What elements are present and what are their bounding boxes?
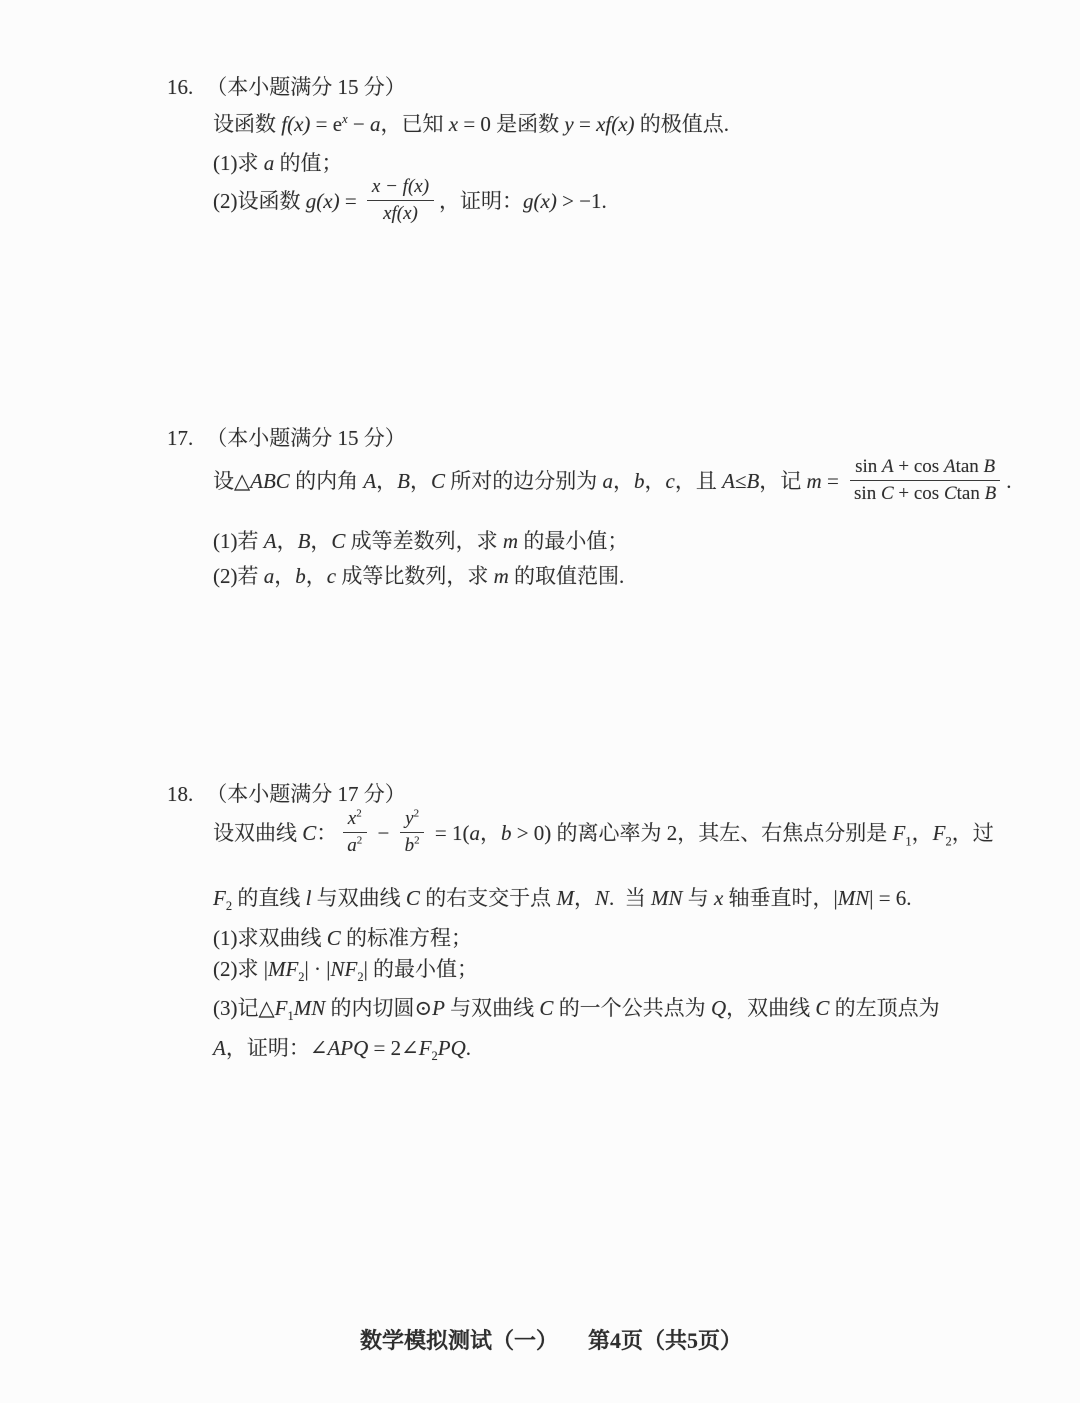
text-run: ，记 — [759, 469, 807, 494]
text-run: g(x) — [305, 189, 340, 214]
text-run: + cos — [893, 483, 944, 505]
fraction — [342, 807, 367, 858]
text-run: ， — [274, 564, 296, 589]
superscript: 2 — [414, 834, 420, 847]
text-run: B — [297, 529, 311, 554]
text-run: 设双曲线 — [213, 821, 303, 846]
text-run: = 2∠ — [368, 1036, 419, 1061]
text-run: 若 — [237, 529, 264, 554]
fraction-denominator — [400, 833, 425, 858]
text-run: m — [806, 469, 822, 494]
text-run: . — [1006, 469, 1012, 494]
text-run: + cos — [893, 456, 944, 478]
text-run: | — [326, 957, 331, 982]
text-run: ， — [276, 529, 298, 554]
text-run: 的右支交于点 — [419, 886, 557, 911]
text-run: ≤ — [734, 469, 747, 494]
fraction — [849, 455, 1001, 506]
text-run: ， — [911, 821, 933, 846]
text-run: 的内角 — [289, 469, 364, 494]
page-footer — [0, 1296, 1080, 1385]
footer-page-indicator: 第4页（共5页） — [588, 1327, 743, 1353]
text-run: 的离心率为 2，其左、右焦点分别是 — [551, 821, 893, 846]
fraction-numerator — [850, 455, 1000, 481]
text-run: 的最小值； — [367, 957, 479, 982]
text-run: ，过 — [951, 821, 994, 846]
text-run: C — [302, 821, 317, 846]
text-run: 的取值范围. — [508, 564, 625, 589]
text-run: ， — [644, 469, 666, 494]
text-run: F — [213, 886, 226, 911]
text-run: 与 — [682, 886, 714, 911]
text-run: F — [274, 996, 288, 1021]
text-run: 记 — [237, 996, 259, 1021]
text-run: A — [213, 1036, 226, 1061]
text-run: = — [573, 112, 597, 137]
text-run: x — [713, 886, 724, 911]
text-run: m — [502, 529, 519, 554]
text-run: P — [432, 996, 445, 1021]
text-run: 成等比数列，求 — [336, 564, 494, 589]
superscript: 2 — [356, 834, 363, 847]
text-run: 的内切圆⊙ — [325, 996, 433, 1021]
text-run: a — [347, 835, 357, 857]
text-run: = — [821, 469, 845, 494]
item-label: (1) — [213, 151, 238, 176]
text-run: ，双曲线 — [726, 996, 816, 1021]
subscript: 1 — [905, 834, 912, 849]
q18-title: （本小题满分 17 分） — [206, 782, 406, 807]
text-run: B — [746, 469, 760, 494]
item-label: (1) — [213, 529, 238, 554]
text-run: A — [882, 456, 894, 478]
text-run: F — [932, 821, 946, 846]
text-run: > 0) — [511, 821, 552, 846]
text-run: MN — [293, 996, 326, 1021]
text-run: ， — [479, 821, 501, 846]
text-run: ， — [409, 469, 431, 494]
text-run: 的一个公共点为 — [553, 996, 711, 1021]
text-run: 求双曲线 — [237, 926, 327, 951]
text-run: x — [347, 808, 357, 830]
q17-item-2 — [192, 534, 624, 619]
text-run: ，已知 — [380, 112, 449, 137]
text-run: = e — [310, 112, 343, 137]
text-run: A — [722, 469, 735, 494]
text-run: a — [369, 112, 381, 137]
text-run: = 1( — [429, 821, 470, 846]
text-run: PQ — [437, 1036, 466, 1061]
text-run: ， — [376, 469, 398, 494]
text-run: 所对的边分别为 — [445, 469, 603, 494]
item-label: (3) — [213, 996, 238, 1021]
triangle-symbol: △ — [258, 996, 275, 1021]
superscript: 2 — [413, 808, 420, 821]
superscript: 2 — [356, 808, 362, 821]
text-run: 若 — [237, 564, 264, 589]
text-run: ， — [613, 469, 634, 494]
text-run: 的最小值； — [518, 529, 629, 554]
text-run: C — [326, 926, 341, 951]
text-run: F — [892, 821, 906, 846]
q16-title: （本小题满分 15 分） — [206, 75, 406, 100]
text-run: Q — [710, 996, 727, 1021]
q16-number: 16. — [167, 75, 194, 100]
fraction-numerator: x − f(x) — [367, 175, 434, 201]
fraction-numerator — [400, 807, 424, 833]
text-run: ABC — [250, 469, 290, 494]
text-run: 设函数 — [237, 189, 306, 214]
text-run: B — [984, 483, 997, 505]
text-run: 的值； — [274, 151, 343, 176]
text-run: 设 — [213, 469, 234, 494]
subscript: 2 — [225, 899, 233, 914]
text-run: g(x) — [523, 189, 557, 214]
item-label: (1) — [213, 926, 238, 951]
text-run: 与双曲线 — [444, 996, 540, 1021]
fraction-numerator — [343, 807, 367, 833]
text-run: ： — [316, 821, 338, 846]
text-run: NF — [330, 957, 358, 982]
text-run: 成等差数列，求 — [345, 529, 503, 554]
text-run: C — [539, 996, 554, 1021]
text-run: F — [418, 1036, 432, 1061]
text-run: A — [943, 456, 956, 478]
text-run: b — [634, 469, 645, 494]
fraction-denominator — [342, 833, 367, 858]
footer-doc-title: 数学模拟测试（一） — [359, 1327, 558, 1353]
text-run: · — [308, 957, 327, 982]
text-run: M — [556, 886, 574, 911]
q16-item-2 — [192, 150, 607, 257]
text-run: | — [833, 886, 838, 911]
subscript: 1 — [287, 1009, 294, 1024]
q17-title: （本小题满分 15 分） — [206, 426, 406, 451]
text-run: ，证明： — [225, 1036, 310, 1061]
text-run: C — [430, 469, 445, 494]
text-run: C — [331, 529, 346, 554]
text-run: 是函数 — [496, 112, 565, 137]
text-run: C — [943, 483, 957, 505]
text-run: APQ — [327, 1036, 369, 1061]
text-run: a — [469, 821, 480, 846]
text-run: y — [564, 112, 574, 137]
triangle-symbol: △ — [234, 469, 251, 494]
text-run: a — [263, 151, 275, 176]
text-run: . — [608, 886, 625, 911]
text-run: m — [493, 564, 509, 589]
subscript: 2 — [298, 970, 305, 985]
text-run: l — [305, 886, 312, 911]
text-run: | = 6. — [869, 886, 912, 911]
text-run: 求 — [237, 957, 264, 982]
text-run: 轴垂直时， — [723, 886, 834, 911]
fraction — [367, 175, 434, 226]
text-run: C — [405, 886, 420, 911]
text-run: > −1. — [556, 189, 607, 214]
text-run: a — [263, 564, 275, 589]
subscript: 2 — [945, 834, 952, 849]
text-run: y — [405, 808, 414, 830]
fraction — [400, 807, 425, 858]
q17-number: 17. — [167, 426, 194, 451]
text-run: sin — [855, 456, 883, 478]
text-run: − — [372, 821, 395, 846]
text-run: ， — [310, 529, 332, 554]
text-run: | — [263, 957, 268, 982]
text-run: B — [983, 456, 996, 478]
text-run: B — [397, 469, 410, 494]
text-run: c — [665, 469, 675, 494]
text-run: ，证明： — [439, 189, 524, 214]
text-run: ，且 — [674, 469, 723, 494]
text-run: C — [880, 483, 894, 505]
text-run: 设函数 — [213, 112, 282, 137]
text-run: b — [500, 821, 512, 846]
text-run: A — [263, 529, 277, 554]
text-run: c — [326, 564, 337, 589]
text-run: sin — [854, 483, 881, 505]
q18-item-3-line-2 — [192, 1006, 471, 1091]
text-run: − — [347, 112, 370, 137]
text-run: b — [404, 835, 415, 857]
text-run: 的极值点. — [634, 112, 730, 137]
text-run: a — [602, 469, 613, 494]
q18-number: 18. — [167, 782, 194, 807]
text-run: 求 — [237, 151, 264, 176]
item-label: (2) — [213, 189, 238, 214]
item-label: (2) — [213, 564, 238, 589]
text-run: 的直线 — [232, 886, 306, 911]
text-run: | — [363, 957, 368, 982]
text-run: ， — [305, 564, 327, 589]
fraction-denominator: xf(x) — [383, 203, 418, 225]
text-run: N — [594, 886, 609, 911]
text-run: f(x) — [281, 112, 311, 137]
text-run: xf(x) — [596, 112, 635, 137]
text-run: ， — [573, 886, 595, 911]
text-run: b — [295, 564, 306, 589]
text-run: MN — [650, 886, 683, 911]
text-run: 的标准方程； — [340, 926, 473, 951]
text-run: | — [304, 957, 309, 982]
text-run: = 0 — [458, 112, 497, 137]
text-run: 与双曲线 — [311, 886, 406, 911]
text-run: . — [465, 1036, 472, 1061]
subscript: 2 — [431, 1049, 438, 1064]
item-label: (2) — [213, 957, 238, 982]
fraction-denominator — [849, 481, 1001, 506]
text-run: = — [339, 189, 362, 214]
angle-symbol: ∠ — [309, 1036, 328, 1061]
text-run: 的左顶点为 — [829, 996, 940, 1021]
text-run: x — [448, 112, 459, 137]
text-run: A — [363, 469, 377, 494]
subscript: 2 — [357, 970, 364, 985]
superscript: x — [342, 112, 348, 127]
text-run: tan — [955, 456, 984, 478]
text-run: tan — [956, 483, 985, 505]
text-run: C — [815, 996, 830, 1021]
text-run: 当 — [624, 886, 651, 911]
text-run: MN — [837, 886, 870, 911]
text-run: MF — [267, 957, 299, 982]
